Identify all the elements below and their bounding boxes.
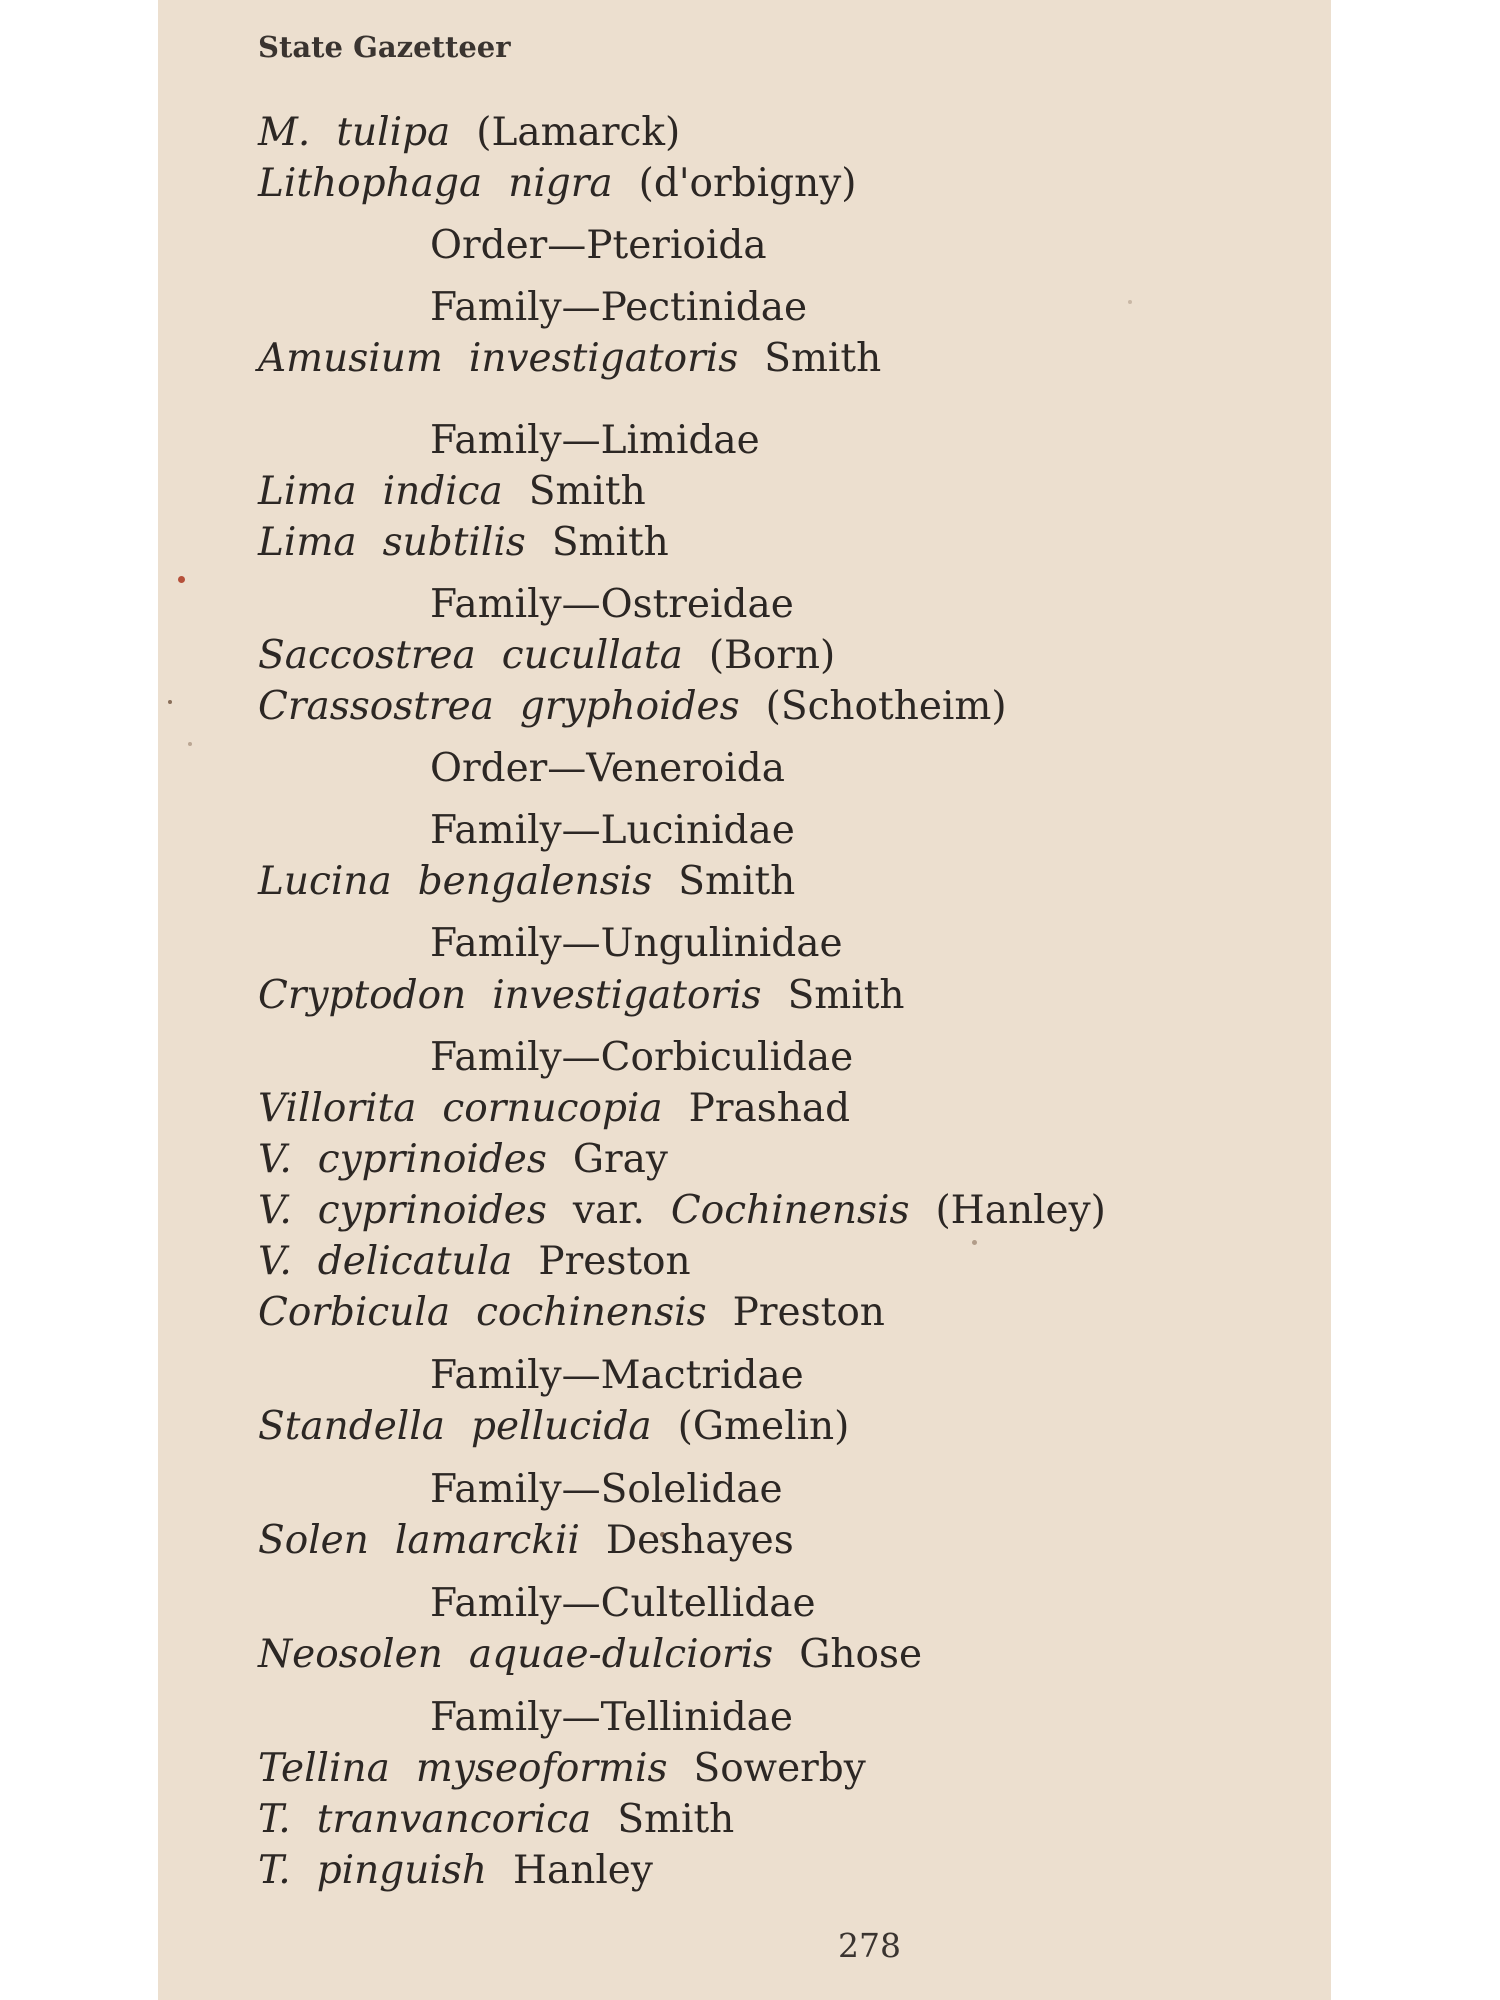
taxon-heading-text: Family—Solelidae xyxy=(430,1467,783,1512)
species-name: gryphoides xyxy=(519,684,740,729)
author-name: Smith xyxy=(617,1797,735,1842)
taxon-heading-text: Family—Limidae xyxy=(430,418,760,463)
species-entry xyxy=(258,161,857,206)
taxon-heading xyxy=(430,1353,804,1398)
genus-name: Crassostrea xyxy=(258,684,494,729)
author-name: Prashad xyxy=(688,1086,851,1131)
species-entry xyxy=(258,520,669,565)
species-entry xyxy=(258,1404,850,1449)
genus-name: V. xyxy=(258,1239,292,1284)
genus-name: Corbicula xyxy=(258,1290,451,1335)
paper-speck xyxy=(1128,300,1132,304)
species-name: nigra xyxy=(508,161,613,206)
species-name: indica xyxy=(382,469,503,514)
running-header: State Gazetteer xyxy=(258,30,511,64)
author-name: Smith xyxy=(678,859,796,904)
paper-speck xyxy=(178,576,185,583)
species-entry xyxy=(258,1290,885,1335)
species-name: pellucida xyxy=(471,1404,652,1449)
taxon-heading-text: Family—Ungulinidae xyxy=(430,921,843,966)
taxon-heading xyxy=(430,582,794,627)
variety-entry xyxy=(258,1188,1106,1233)
species-name: investigatoris xyxy=(492,973,762,1018)
taxon-heading xyxy=(430,746,785,791)
variety-name: Cochinensis xyxy=(670,1188,910,1233)
variety-marker: var. xyxy=(572,1188,645,1233)
species-name: cochinensis xyxy=(476,1290,707,1335)
author-name: Smith xyxy=(528,469,646,514)
species-name: pinguish xyxy=(316,1848,487,1893)
species-entry xyxy=(258,859,796,904)
author-name: (Born) xyxy=(708,633,836,678)
taxon-heading xyxy=(430,1467,783,1512)
taxon-heading-text: Order—Pterioida xyxy=(430,223,767,268)
species-entry xyxy=(258,1239,691,1284)
author-name: Smith xyxy=(551,520,669,565)
species-name: subtilis xyxy=(382,520,526,565)
species-entry xyxy=(258,1848,653,1893)
species-name: bengalensis xyxy=(417,859,653,904)
taxon-heading-text: Family—Pectinidae xyxy=(430,285,808,330)
species-entry xyxy=(258,1086,851,1131)
taxon-heading xyxy=(430,223,767,268)
taxon-heading xyxy=(430,1581,816,1626)
genus-name: M. xyxy=(258,110,311,155)
genus-name: Standella xyxy=(258,1404,446,1449)
species-entry xyxy=(258,336,882,381)
species-name: cyprinoides xyxy=(317,1137,547,1182)
species-entry xyxy=(258,684,1007,729)
taxon-heading xyxy=(430,1695,793,1740)
author-name: Sowerby xyxy=(693,1746,866,1791)
species-name: cucullata xyxy=(501,633,683,678)
species-entry xyxy=(258,110,681,155)
species-name: myseoformis xyxy=(415,1746,668,1791)
species-entry xyxy=(258,973,905,1018)
species-name: cyprinoides xyxy=(317,1188,547,1233)
genus-name: Amusium xyxy=(258,336,443,381)
species-name: investigatoris xyxy=(468,336,739,381)
genus-name: Saccostrea xyxy=(258,633,476,678)
author-name: Preston xyxy=(732,1290,885,1335)
genus-name: Lima xyxy=(258,469,357,514)
taxon-heading-text: Order—Veneroida xyxy=(430,746,785,791)
taxon-heading xyxy=(430,285,808,330)
genus-name: T. xyxy=(258,1797,291,1842)
paper-speck xyxy=(168,700,172,704)
species-name: tulipa xyxy=(336,110,451,155)
taxon-heading-text: Family—Corbiculidae xyxy=(430,1035,854,1080)
author-name: Smith xyxy=(787,973,905,1018)
genus-name: Neosolen xyxy=(258,1632,443,1677)
author-name: (Lamarck) xyxy=(476,110,681,155)
species-entry xyxy=(258,633,836,678)
species-entry xyxy=(258,469,646,514)
taxon-heading-text: Family—Cultellidae xyxy=(430,1581,816,1626)
author-name: (Hanley) xyxy=(935,1188,1106,1233)
genus-name: Villorita xyxy=(258,1086,417,1131)
taxon-heading xyxy=(430,808,795,853)
author-name: (Gmelin) xyxy=(677,1404,850,1449)
author-name: Smith xyxy=(764,336,882,381)
genus-name: Lucina xyxy=(258,859,392,904)
page-number: 278 xyxy=(838,1926,901,1965)
paper-speck xyxy=(972,1240,977,1245)
paper-speck xyxy=(188,742,192,746)
taxon-heading-text: Family—Lucinidae xyxy=(430,808,795,853)
species-entry xyxy=(258,1518,794,1563)
taxon-heading-text: Family—Ostreidae xyxy=(430,582,794,627)
book-page xyxy=(158,0,1331,2000)
species-entry xyxy=(258,1746,866,1791)
taxon-heading-text: Family—Tellinidae xyxy=(430,1695,793,1740)
author-name: Gray xyxy=(572,1137,668,1182)
genus-name: Lima xyxy=(258,520,357,565)
author-name: Preston xyxy=(538,1239,691,1284)
author-name: (Schotheim) xyxy=(765,684,1007,729)
species-name: aquae-dulcioris xyxy=(468,1632,774,1677)
author-name: Ghose xyxy=(799,1632,923,1677)
species-entry xyxy=(258,1137,668,1182)
species-entry xyxy=(258,1797,735,1842)
species-name: lamarckii xyxy=(394,1518,580,1563)
genus-name: T. xyxy=(258,1848,291,1893)
species-entry xyxy=(258,1632,923,1677)
author-name: (d'orbigny) xyxy=(638,161,857,206)
genus-name: Cryptodon xyxy=(258,973,467,1018)
author-name: Hanley xyxy=(512,1848,653,1893)
species-name: delicatula xyxy=(317,1239,513,1284)
taxon-heading xyxy=(430,418,760,463)
species-name: cornucopia xyxy=(442,1086,663,1131)
genus-name: V. xyxy=(258,1188,292,1233)
taxon-heading xyxy=(430,1035,854,1080)
author-name: Deshayes xyxy=(605,1518,794,1563)
genus-name: V. xyxy=(258,1137,292,1182)
genus-name: Solen xyxy=(258,1518,369,1563)
taxon-heading xyxy=(430,921,843,966)
genus-name: Tellina xyxy=(258,1746,390,1791)
taxon-heading-text: Family—Mactridae xyxy=(430,1353,804,1398)
species-name: tranvancorica xyxy=(316,1797,592,1842)
genus-name: Lithophaga xyxy=(258,161,483,206)
